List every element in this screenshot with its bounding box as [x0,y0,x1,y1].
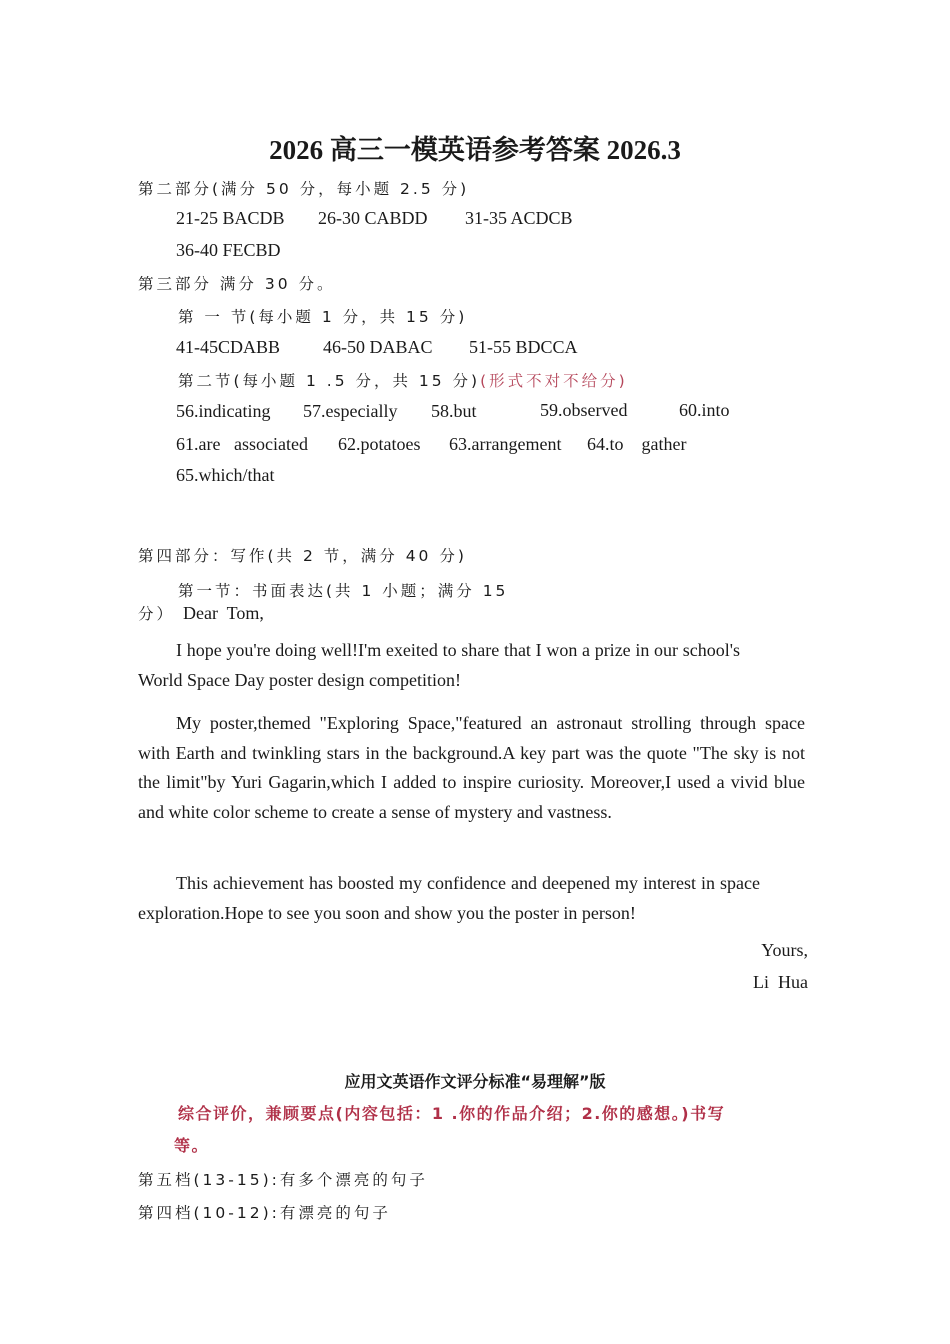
answer-58: 58.but [431,401,477,421]
answer-65: 65.which/that [176,465,275,485]
part2-heading: 第二部分(满分 50 分，每小题 2.5 分) [138,180,470,198]
rubric-grade-4: 第四档(10-12):有漂亮的句子 [138,1204,391,1222]
answer-61: 61.are associated [176,434,308,454]
part3-sec2-heading-text: 第二节(每小题 1 .5 分，共 15 分) [178,372,481,390]
answer-60: 60.into [679,400,730,420]
answer-46-50: 46-50 DABAC [323,337,433,357]
answer-26-30: 26-30 CABDD [318,208,428,228]
answer-63: 63.arrangement [449,434,562,454]
rubric-title: 应用文英语作文评分标准“易理解”版 [344,1072,606,1091]
answer-21-25: 21-25 BACDB [176,208,285,228]
answer-64: 64.to gather [587,434,687,454]
page-title: 2026 高三一模英语参考答案 2026.3 [269,135,681,165]
answer-56: 56.indicating [176,401,271,421]
letter-closing: Yours, [761,940,808,960]
part4-heading: 第四部分：写作(共 2 节，满分 40 分) [138,547,467,565]
answer-57: 57.especially [303,401,398,421]
answer-62: 62.potatoes [338,434,421,454]
part4-sec1-heading: 第一节：书面表达(共 1 小题；满分 15 [178,582,509,600]
part3-sec2-note: (形式不对不给分) [480,372,628,390]
part4-sec1-heading-tail: 分） [138,605,176,623]
answer-59: 59.observed [540,400,628,420]
part3-sec1-heading: 第 一 节(每小题 1 分，共 15 分) [178,308,468,326]
part3-heading: 第三部分 满分 30 分。 [138,275,336,293]
letter-paragraph-1: I hope you're doing well!I'm exeited to share that I won a prize in our school's World Space Day poster design competition! [138,640,740,690]
rubric-summary-line1: 综合评价，兼顾要点(内容包括：1 .你的作品介绍；2.你的感想。)书写 [178,1104,726,1123]
part3-sec2-heading [178,369,628,391]
answer-41-45: 41-45CDABB [176,337,281,357]
part4-sec1-heading-cont [138,602,264,624]
answer-51-55: 51-55 BDCCA [469,337,578,357]
letter-signature: Li Hua [753,972,808,992]
answer-31-35: 31-35 ACDCB [465,208,573,228]
rubric-grade-5: 第五档(13-15):有多个漂亮的句子 [138,1171,428,1189]
answer-36-40: 36-40 FECBD [176,240,281,260]
rubric-summary-line2: 等。 [174,1136,210,1155]
letter-paragraph-2: My poster,themed "Exploring Space,"featured an astronaut strolling through space with Earth and twinkling stars in the background.A key part was the quote "The sky is not the limit"by Yuri Gagarin,which I added to inspire curiosity. Moreover,I used a vivid blue and white color scheme to create a sense of mystery and vastness. [138,713,805,822]
letter-paragraph-3: This achievement has boosted my confidence and deepened my interest in space exploration.Hope to see you soon and show you the poster in person! [138,873,760,923]
letter-salutation: Dear Tom, [183,603,264,623]
